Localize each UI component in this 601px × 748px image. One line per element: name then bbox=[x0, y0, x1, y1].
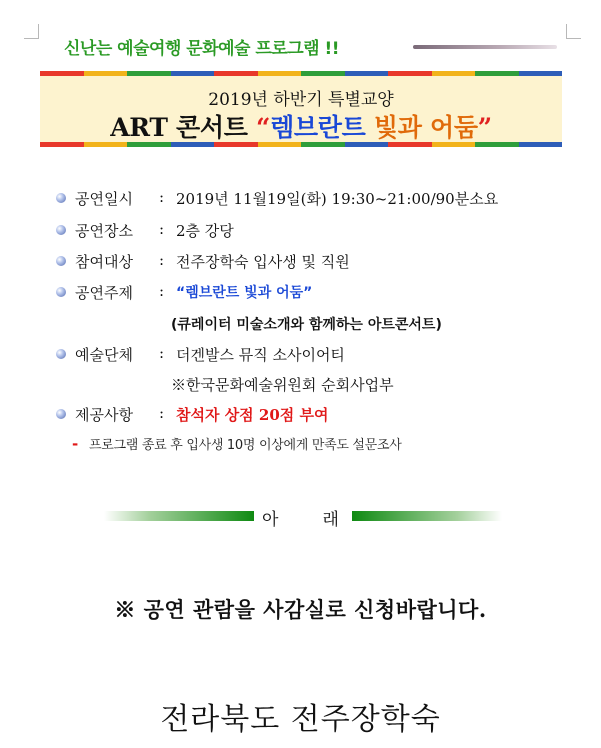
detail-theme-subtitle: (큐레이터 미술소개와 함께하는 아트콘서트) bbox=[171, 317, 442, 333]
detail-group-value: 더겐발스 뮤직 소사이어티 bbox=[176, 346, 345, 364]
detail-group-note: ※한국문화예술위원회 순회사업부 bbox=[171, 376, 394, 394]
slogan: 신난는 예술여행 문화예술 프로그램 !! bbox=[64, 39, 340, 59]
banner-quote-close: ” bbox=[477, 113, 492, 142]
banner-title-rembrandt: 렘브란트 bbox=[270, 113, 366, 142]
banner-stripe-segment bbox=[258, 142, 302, 147]
detail-offer-colon: : bbox=[159, 404, 165, 422]
banner-title-prefix: ART 콘서트 bbox=[110, 113, 256, 142]
detail-survey-note bbox=[72, 434, 401, 453]
banner-stripe-segment bbox=[40, 142, 84, 147]
banner-stripe-segment bbox=[127, 71, 171, 76]
banner-stripe-segment bbox=[475, 142, 519, 147]
banner-stripe-segment bbox=[388, 142, 432, 147]
banner-stripe-segment bbox=[84, 71, 128, 76]
note-text: 프로그램 종료 후 입사생 10명 이상에게 만족도 설문조사 bbox=[89, 438, 402, 453]
separator-bar-right bbox=[352, 511, 502, 521]
banner-stripe-segment bbox=[388, 71, 432, 76]
organization-name: 전라북도 전주장학숙 bbox=[160, 702, 441, 737]
banner-stripe-segment bbox=[301, 71, 345, 76]
detail-audience-colon: : bbox=[159, 251, 165, 269]
detail-group-colon: : bbox=[159, 344, 165, 362]
bullet-icon bbox=[56, 193, 66, 203]
detail-venue-value: 2층 강당 bbox=[176, 222, 234, 240]
banner-stripe-segment bbox=[127, 142, 171, 147]
banner-stripe-segment bbox=[475, 71, 519, 76]
banner-quote-open: “ bbox=[255, 113, 271, 142]
detail-venue-colon: : bbox=[159, 220, 165, 238]
detail-venue-label: 공연장소 bbox=[75, 222, 133, 240]
detail-audience-value: 전주장학숙 입사생 및 직원 bbox=[176, 253, 350, 271]
title-banner bbox=[40, 71, 562, 147]
bullet-icon bbox=[56, 409, 66, 419]
detail-theme-colon: : bbox=[159, 282, 165, 300]
banner-stripe-segment bbox=[40, 71, 84, 76]
detail-audience-label: 참여대상 bbox=[75, 253, 133, 271]
detail-date-value: 2019년 11월19일(화) 19:30~21:00/90분소요 bbox=[176, 190, 499, 208]
banner-subtitle: 2019년 하반기 특별교양 bbox=[208, 90, 394, 110]
detail-offer-label: 제공사항 bbox=[75, 406, 133, 424]
bullet-icon bbox=[56, 256, 66, 266]
banner-title bbox=[40, 108, 562, 144]
separator-left-char: 아 bbox=[262, 510, 279, 530]
bullet-icon bbox=[56, 225, 66, 235]
separator-bar-left bbox=[104, 511, 254, 521]
banner-stripe-segment bbox=[519, 71, 563, 76]
detail-offer-value: 참석자 상점 20점 부여 bbox=[176, 406, 329, 424]
banner-stripe-segment bbox=[345, 142, 389, 147]
banner-top-stripe bbox=[40, 71, 562, 76]
page-corner-mark-left bbox=[24, 24, 39, 39]
banner-stripe-segment bbox=[345, 71, 389, 76]
banner-stripe-segment bbox=[171, 142, 215, 147]
bullet-icon bbox=[56, 287, 66, 297]
detail-theme-value: “렘브란트 빛과 어둠” bbox=[176, 285, 313, 301]
separator-label bbox=[262, 505, 339, 530]
detail-group-label: 예술단체 bbox=[75, 346, 133, 364]
banner-title-light-dark: 빛과 어둠 bbox=[365, 113, 478, 142]
detail-theme-label: 공연주제 bbox=[75, 284, 133, 302]
banner-stripe-segment bbox=[432, 142, 476, 147]
bullet-icon bbox=[56, 349, 66, 359]
application-notice: ※ 공연 관람을 사감실로 신청바랍니다. bbox=[114, 597, 487, 622]
banner-stripe-segment bbox=[258, 71, 302, 76]
banner-stripe-segment bbox=[214, 71, 258, 76]
banner-bottom-stripe bbox=[40, 142, 562, 147]
banner-stripe-segment bbox=[84, 142, 128, 147]
banner-stripe-segment bbox=[301, 142, 345, 147]
banner-stripe-segment bbox=[171, 71, 215, 76]
page-corner-mark-right bbox=[566, 24, 581, 39]
slogan-decorative-line bbox=[413, 45, 557, 49]
detail-date-label: 공연일시 bbox=[75, 190, 133, 208]
note-dash: - bbox=[72, 435, 79, 453]
separator-right-char: 래 bbox=[322, 510, 339, 530]
banner-stripe-segment bbox=[519, 142, 563, 147]
banner-stripe-segment bbox=[432, 71, 476, 76]
detail-date-colon: : bbox=[159, 188, 165, 206]
banner-stripe-segment bbox=[214, 142, 258, 147]
